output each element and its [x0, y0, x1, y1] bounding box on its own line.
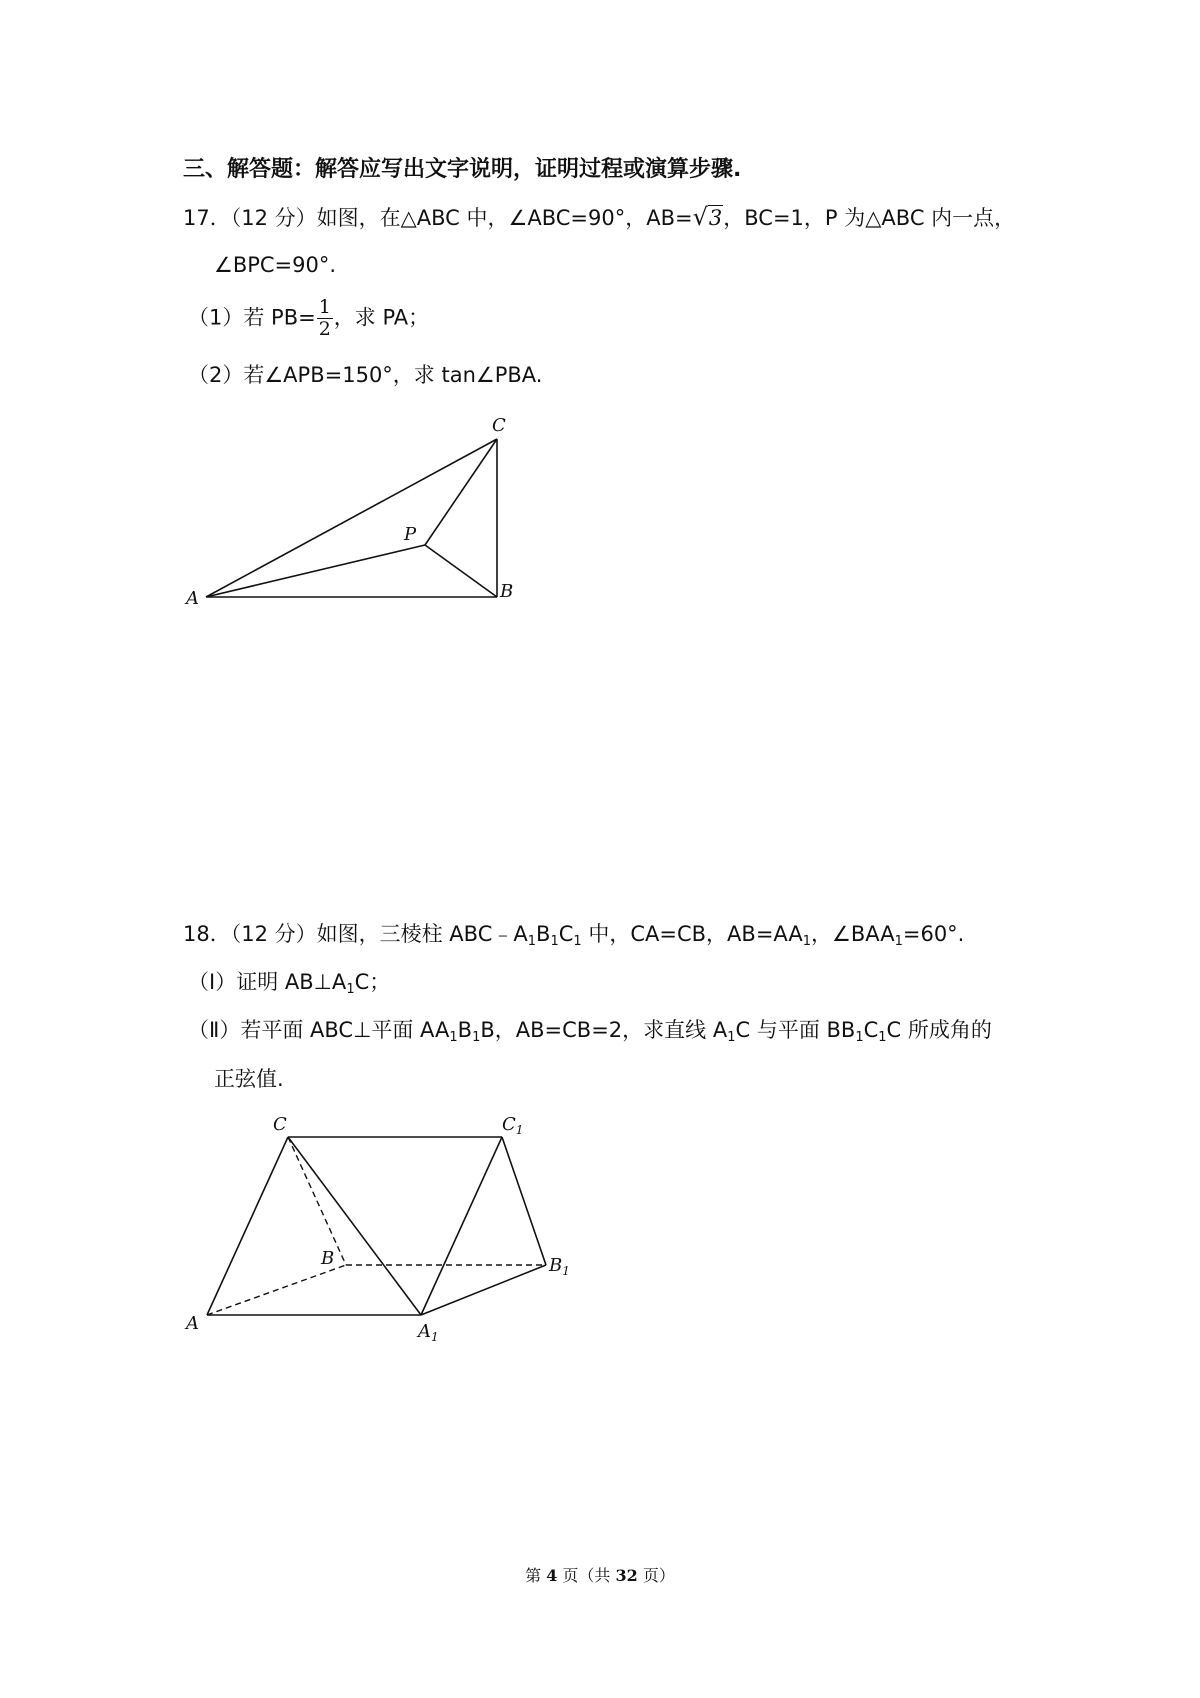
- q17-part1: （1）若 PB= $\frac{1}{2}$ ，求 PA；: [188, 296, 430, 340]
- page-footer: 第 4 页（共 32 页）: [525, 1566, 675, 1585]
- edge-a-b-hidden: [207, 1265, 346, 1315]
- q18-part1: （Ⅰ）证明 $AB\perp A_1C$；: [188, 970, 391, 997]
- page-number: 4: [546, 1566, 558, 1585]
- label-p: P: [404, 524, 417, 545]
- label-b: B: [500, 581, 514, 602]
- edge-c-a1: [288, 1137, 421, 1315]
- label-c: C: [492, 415, 506, 436]
- q17-line2: ∠BPC=90°.: [214, 253, 337, 277]
- q17-text-b: ，BC=1，P 为△ABC 内一点，: [723, 206, 1016, 230]
- edge-a-c: [207, 1137, 288, 1315]
- section-heading: 三、解答题：解答应写出文字说明，证明过程或演算步骤.: [183, 157, 742, 182]
- q18-line1: 18．（12 分）如图，三棱柱 $ABC﹣A_1B_1C_1$ 中，CA=CB，$AB=AA_1$，$\angle BAA_1=60^\circ$.: [183, 922, 965, 949]
- sqrt-three: √3: [692, 203, 723, 231]
- label-c1: $C_1$: [502, 1114, 524, 1137]
- fraction-one-half: $\frac{1}{2}$: [318, 296, 331, 340]
- q17-part2: （2）若∠APB=150°，求 tan∠PBA.: [188, 363, 543, 387]
- label-a: A: [186, 588, 199, 609]
- label-a1: $A_1$: [418, 1321, 439, 1344]
- q18-part2: （Ⅱ）若平面 ABC⊥平面 $AA_1B_1B$，AB=CB=2，求直线 $A_1C$ 与平面 $BB_1C_1C$ 所成角的: [188, 1018, 992, 1045]
- label-b1: $B_1$: [549, 1255, 570, 1278]
- q17-text-a: 17．（12 分）如图，在△ABC 中，∠ABC=90°，AB=: [183, 206, 693, 230]
- edge-c-b-hidden: [288, 1137, 346, 1265]
- page-total: 32: [615, 1566, 638, 1585]
- label-c: C: [273, 1114, 287, 1135]
- edge-c1-b1: [502, 1137, 546, 1265]
- label-b: B: [321, 1248, 335, 1269]
- label-a: A: [186, 1313, 199, 1334]
- q18-part2-line2: 正弦值.: [214, 1067, 284, 1091]
